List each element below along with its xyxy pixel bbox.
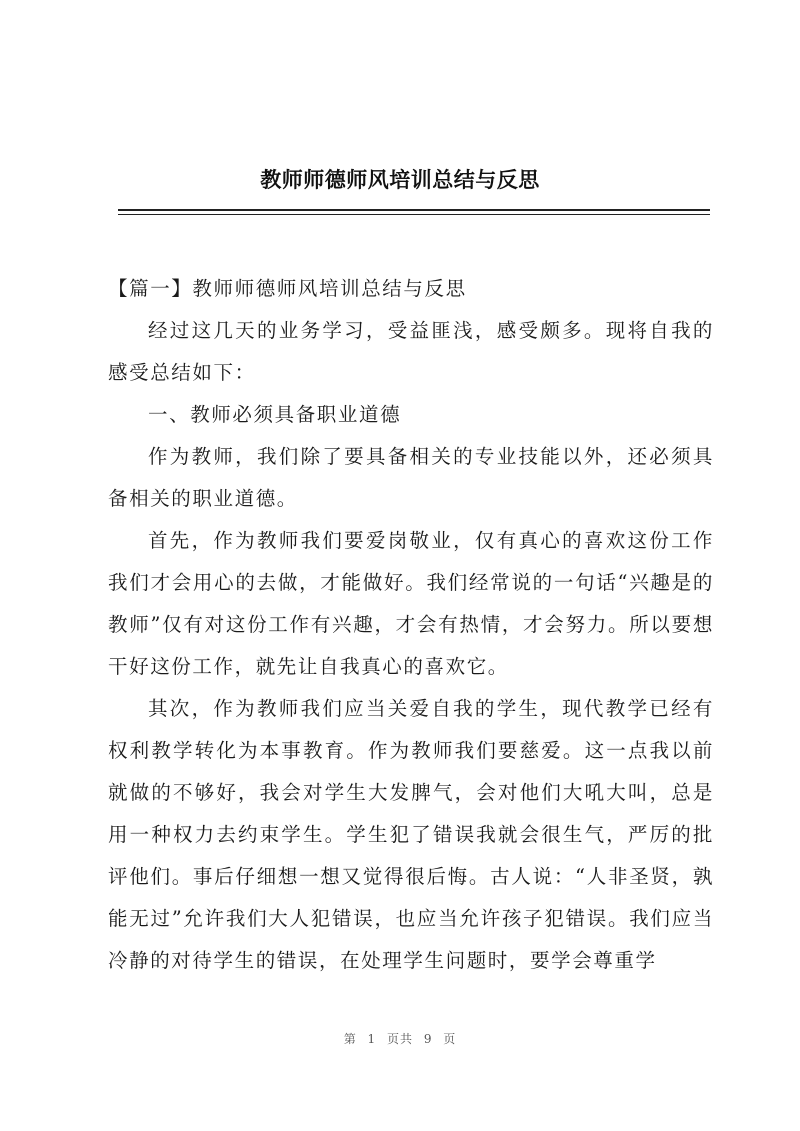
page-title: 教师师德师风培训总结与反思 xyxy=(260,167,540,192)
title-divider-thin xyxy=(118,214,710,215)
title-divider xyxy=(118,209,710,211)
document-body xyxy=(108,268,714,982)
subsection-heading: 一、教师必须具备职业道德 xyxy=(148,403,402,426)
paragraph: 作为教师，我们除了要具备相关的专业技能以外，还必须具备相关的职业道德。 xyxy=(108,445,714,510)
paragraph: 经过这几天的业务学习，受益匪浅，感受颇多。现将自我的感受总结如下： xyxy=(108,319,714,384)
paragraph: 其次，作为教师我们应当关爱自我的学生，现代教学已经有权利教学转化为本事教育。作为教师我们要慈爱。这一点我以前就做的不够好，我会对学生大发脾气，会对他们大吼大叫，总是用一种权力去约束学生。学生犯了错误我就会很生气，严厉的批评他们。事后仔细想一想又觉得很后悔。古人说：“人非圣贤，孰能无过”允许我们大人犯错误，也应当允许孩子犯错误。我们应当冷静的对待学生的错误，在处理学生问题时，要学会尊重学 xyxy=(108,697,714,972)
paragraph: 首先，作为教师我们要爱岗敬业，仅有真心的喜欢这份工作我们才会用心的去做，才能做好。我们经常说的一句话“兴趣是的教师”仅有对这份工作有兴趣，才会有热情，才会努力。所以要想干好这份工作，就先让自我真心的喜欢它。 xyxy=(108,529,714,678)
section-heading: 【篇一】教师师德师风培训总结与反思 xyxy=(108,277,467,300)
page-footer: 第 1 页共 9 页 xyxy=(343,1032,457,1046)
